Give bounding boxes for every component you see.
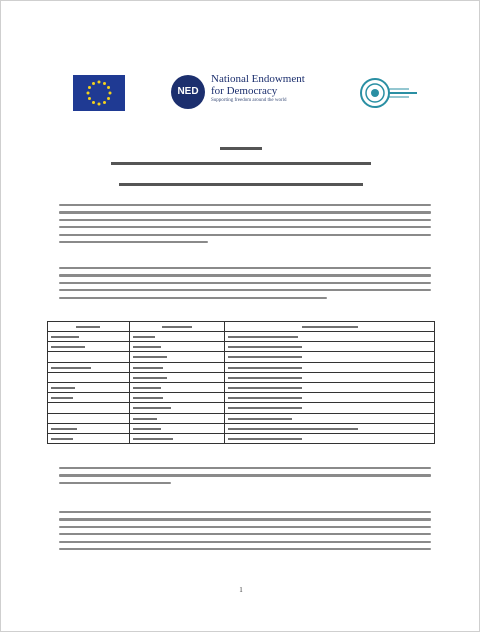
eu-star-icon [92, 82, 95, 85]
ned-logo-text [211, 73, 331, 105]
table-row [48, 393, 435, 403]
table-row [48, 413, 435, 423]
table-header-cell [129, 322, 225, 332]
paragraph-2 [59, 267, 431, 304]
table-row [48, 362, 435, 372]
table-header-row [48, 322, 435, 332]
document-heading [220, 147, 262, 150]
eu-flag-logo [73, 75, 125, 111]
eu-star-icon [107, 97, 110, 100]
ned-logo-tagline: Supporting freedom around the world [211, 98, 287, 103]
ned-logo-line1: National Endowment [211, 73, 305, 85]
document-subheading-line2 [119, 183, 363, 186]
ned-logo-line2: for Democracy [211, 85, 278, 97]
eu-star-icon [88, 86, 91, 89]
table-row [48, 423, 435, 433]
table-row [48, 372, 435, 382]
partner-org-logo [359, 73, 419, 113]
table-header-cell [48, 322, 130, 332]
eu-star-icon [98, 103, 101, 106]
eu-stars-icon [73, 75, 125, 111]
ned-logo-circle: NED [171, 75, 205, 109]
table-row [48, 382, 435, 392]
table-row [48, 403, 435, 413]
eu-star-icon [88, 97, 91, 100]
eu-star-icon [103, 101, 106, 104]
table-row [48, 352, 435, 362]
table-header-cell [225, 322, 435, 332]
paragraph-1 [59, 204, 431, 248]
eu-star-icon [107, 86, 110, 89]
paragraph-3 [59, 467, 431, 489]
eu-star-icon [92, 101, 95, 104]
table-row [48, 433, 435, 443]
eu-star-icon [109, 92, 112, 95]
eu-star-icon [87, 92, 90, 95]
paragraph-4 [59, 511, 431, 555]
table-row [48, 332, 435, 342]
page-number: 1 [239, 586, 243, 594]
eu-star-icon [103, 82, 106, 85]
data-table [47, 321, 435, 444]
eu-star-icon [98, 81, 101, 84]
document-subheading-line1 [111, 162, 371, 165]
table-row [48, 342, 435, 352]
